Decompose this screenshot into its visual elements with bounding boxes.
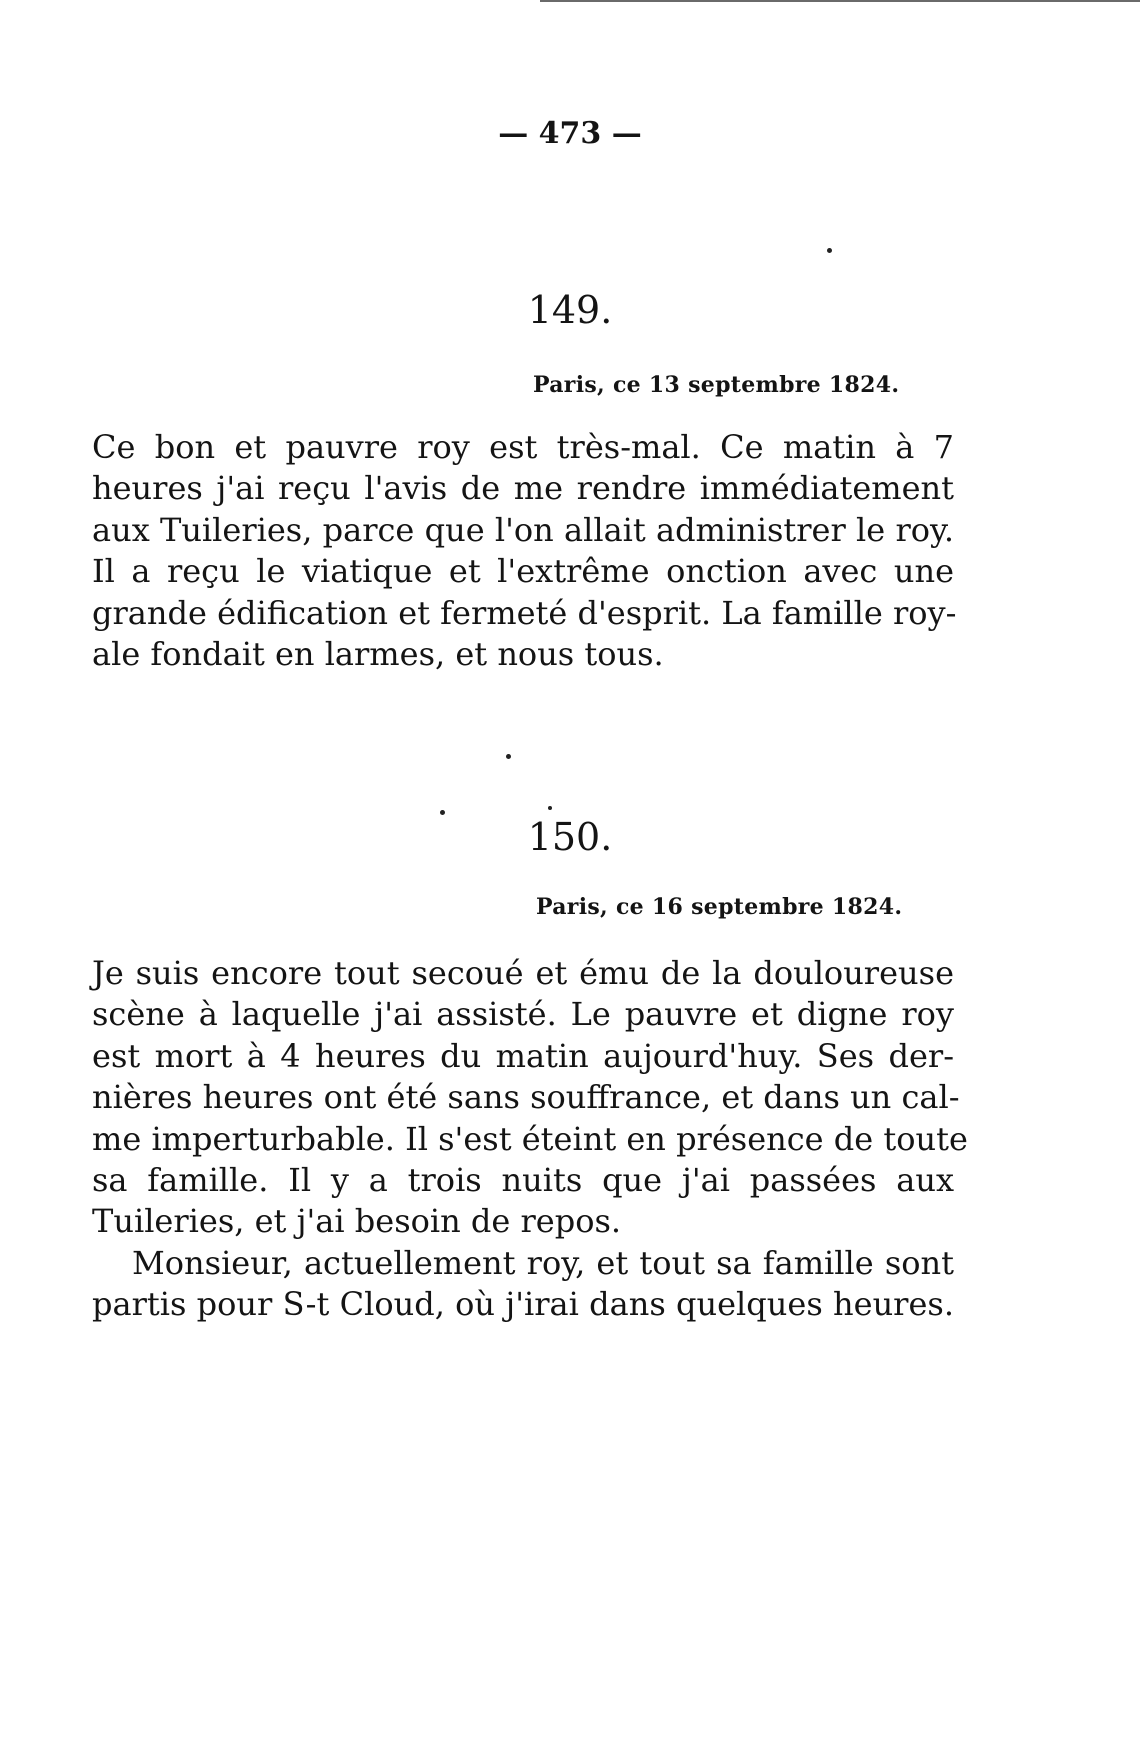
text-line: grande édification et fermeté d'esprit. La famille roy-: [92, 593, 957, 632]
scan-speck: [548, 806, 552, 810]
text-line: ale fondait en larmes, et nous tous.: [92, 635, 664, 674]
letter-149-dateline: Paris, ce 13 septembre 1824.: [533, 372, 900, 398]
text-line: heures j'ai reçu l'avis de me rendre immédiatement: [92, 469, 954, 508]
text-line: partis pour S-t Cloud, où j'irai dans quelques heures.: [92, 1285, 954, 1324]
letter-number-149: 149.: [527, 288, 613, 332]
text-line: me imperturbable. Il s'est éteint en présence de toute: [92, 1119, 968, 1158]
scan-speck: [506, 754, 511, 759]
letter-150-paragraph-1: [92, 953, 968, 1243]
letter-number-150: 150.: [527, 815, 613, 859]
scan-speck: [440, 810, 445, 815]
letter-150-paragraph-2: [92, 1243, 954, 1326]
text-line: scène à laquelle j'ai assisté. Le pauvre et digne roy: [92, 995, 954, 1034]
text-line: Tuileries, et j'ai besoin de repos.: [92, 1202, 622, 1241]
top-edge-rule: [540, 0, 1140, 2]
letter-150-dateline: Paris, ce 16 septembre 1824.: [536, 894, 903, 920]
text-line: est mort à 4 heures du matin aujourd'huy. Ses der-: [92, 1036, 954, 1075]
text-line: Ce bon et pauvre roy est très-mal. Ce matin à 7: [92, 428, 954, 466]
text-line: Je suis encore tout secoué et ému de la douloureuse: [92, 954, 954, 992]
text-line: aux Tuileries, parce que l'on allait administrer le roy.: [92, 510, 954, 549]
scan-speck: [827, 248, 832, 253]
page-number: — 473 —: [498, 116, 642, 151]
text-line: Monsieur, actuellement roy, et tout sa famille sont: [132, 1244, 954, 1282]
text-line: Il a reçu le viatique et l'extrême onction avec une: [92, 552, 954, 591]
letter-149-paragraph: [92, 427, 957, 675]
text-line: nières heures ont été sans souffrance, et dans un cal-: [92, 1078, 960, 1117]
text-line: sa famille. Il y a trois nuits que j'ai passées aux: [92, 1161, 954, 1200]
